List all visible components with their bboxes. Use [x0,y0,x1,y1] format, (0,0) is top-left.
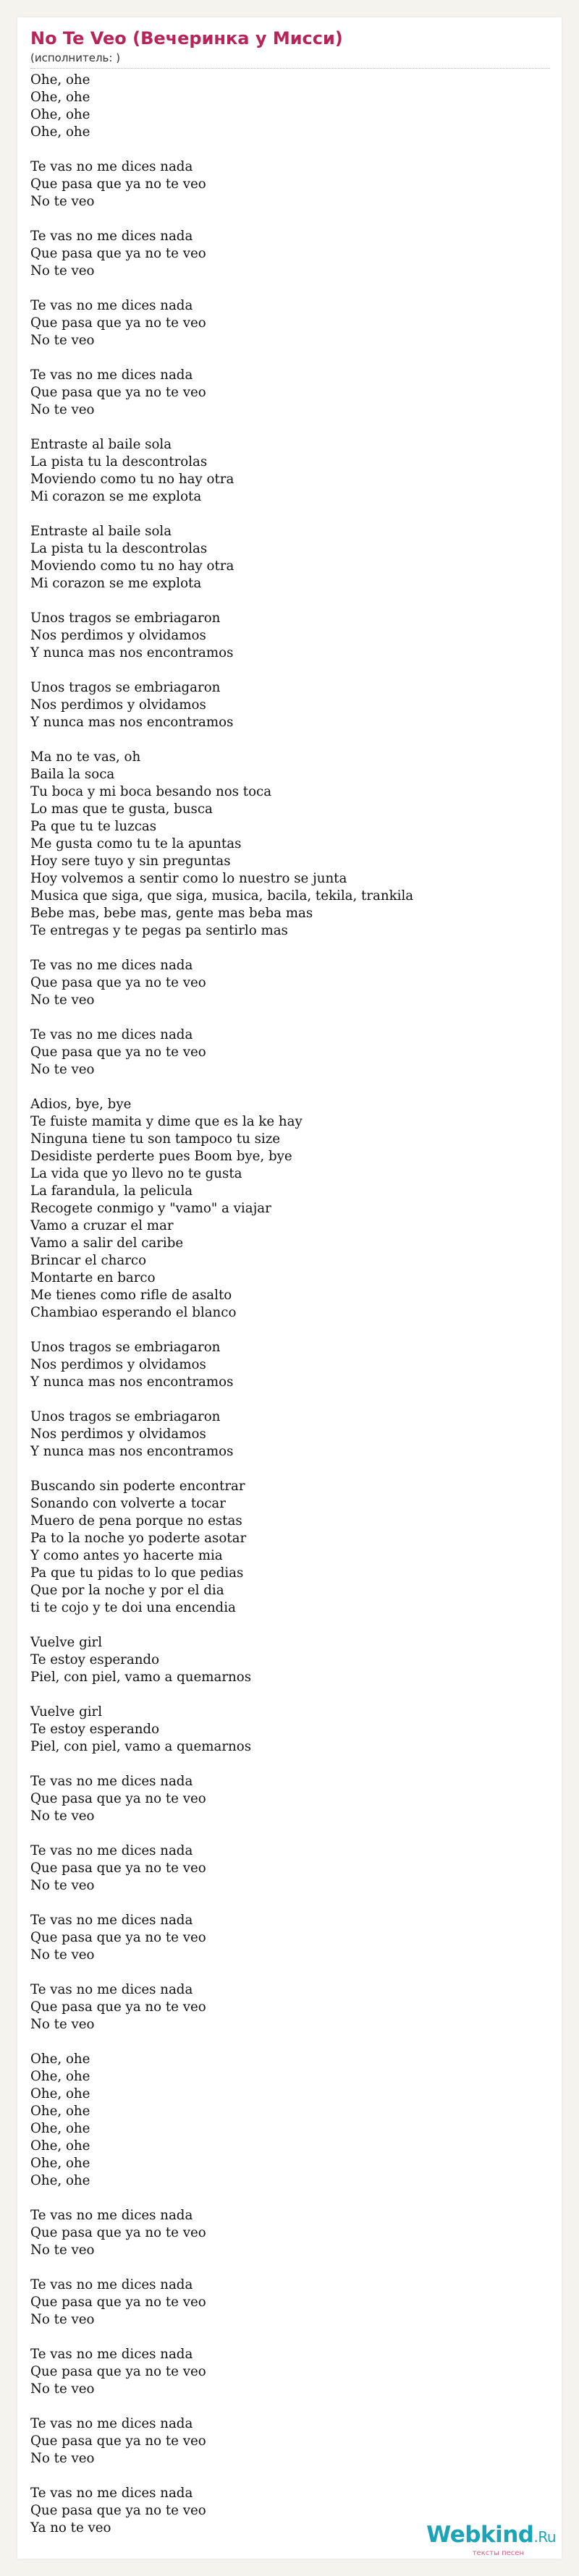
lyric-line: No te veo [30,2381,95,2397]
lyric-line: Ohe, ohe [30,2069,90,2084]
lyric-line: Te vas no me dices nada [30,2208,193,2223]
lyric-line: Pa que tu pidas to lo que pedias [30,1565,244,1581]
stanza-gap [30,1461,550,1478]
lyric-line: Te vas no me dices nada [30,1982,193,1997]
lyric-line: Y nunca mas nos encontramos [30,645,234,660]
stanza-gap [30,662,550,679]
lyric-line: Ohe, ohe [30,72,90,88]
lyric-line: Que pasa que ya no te veo [30,1791,206,1806]
lyric-line: Te vas no me dices nada [30,958,193,973]
lyric-line: Ohe, ohe [30,2052,90,2067]
lyric-line: Ninguna tiene tu son tampoco tu size [30,1131,281,1147]
stanza-gap [30,1756,550,1773]
lyric-line: Ohe, ohe [30,2173,90,2188]
lyric-line: Te vas no me dices nada [30,2277,193,2292]
lyric-line: Te vas no me dices nada [30,298,193,313]
stanza-gap [30,2398,550,2415]
lyric-line: Que pasa que ya no te veo [30,2364,206,2379]
lyric-line: Me gusta como tu te la apuntas [30,836,242,851]
lyric-line: No te veo [30,2312,95,2327]
stanza-gap [30,280,550,297]
lyric-line: Te vas no me dices nada [30,159,193,174]
lyric-line: Que pasa que ya no te veo [30,246,206,261]
lyric-line: Te vas no me dices nada [30,367,193,383]
lyric-line: No te veo [30,333,95,348]
lyric-line: Lo mas que te gusta, busca [30,802,213,817]
lyric-line: Que pasa que ya no te veo [30,2503,206,2518]
lyric-line: Moviendo como tu no hay otra [30,558,234,574]
lyric-line: Te estoy esperando [30,1652,160,1667]
lyric-line: ti te cojo y te doi una encendia [30,1600,236,1615]
artist-line: (исполнитель: ) [30,51,550,69]
lyric-line: Que pasa que ya no te veo [30,2295,206,2310]
lyric-line: Tu boca y mi boca besando nos toca [30,784,272,799]
song-header [30,27,550,69]
stanza-gap [30,2259,550,2277]
lyric-line: Nos perdimos y olvidamos [30,1357,206,1372]
lyric-line: No te veo [30,402,95,417]
stanza-gap [30,506,550,523]
lyric-line: Y como antes yo hacerte mia [30,1548,223,1563]
lyric-line: Bebe mas, bebe mas, gente mas beba mas [30,906,313,921]
stanza-gap [30,1825,550,1842]
lyric-line: Vamo a salir del caribe [30,1236,184,1251]
logo-name: Webkind [426,2522,534,2548]
lyric-line: Sonando con volverte a tocar [30,1496,226,1511]
stanza-gap [30,731,550,749]
lyric-line: Ma no te vas, oh [30,749,141,765]
lyric-line: Unos tragos se embriagaron [30,1409,221,1424]
lyric-line: Ohe, ohe [30,2156,90,2171]
lyric-line: Que pasa que ya no te veo [30,1999,206,2015]
lyric-line: Te vas no me dices nada [30,2416,193,2431]
stanza-gap [30,940,550,957]
lyric-line: La farandula, la pelicula [30,1183,193,1199]
lyric-line: No te veo [30,1878,95,1893]
stanza-gap [30,141,550,158]
lyric-line: Que pasa que ya no te veo [30,975,206,990]
lyric-line: Que pasa que ya no te veo [30,177,206,192]
lyric-line: Y nunca mas nos encontramos [30,715,234,730]
lyric-line: Te entregas y te pegas pa sentirlo mas [30,923,288,938]
lyric-line: Nos perdimos y olvidamos [30,1427,206,1442]
stanza-gap [30,349,550,367]
lyric-line: Montarte en barco [30,1270,156,1285]
lyric-line: Chambiao esperando el blanco [30,1305,237,1320]
lyric-line: Desidiste perderte pues Boom bye, bye [30,1149,292,1164]
stanza-gap [30,592,550,610]
logo-tld: .Ru [533,2528,556,2546]
lyric-line: Ohe, ohe [30,2104,90,2119]
lyric-line: Que pasa que ya no te veo [30,1861,206,1876]
lyric-line: Ohe, ohe [30,90,90,105]
site-logo[interactable] [418,2522,556,2557]
lyric-line: Te vas no me dices nada [30,1027,193,1042]
lyric-line: Piel, con piel, vamo a quemarnos [30,1670,252,1685]
lyric-line: Brincar el charco [30,1253,147,1268]
lyric-line: Entraste al baile sola [30,437,172,452]
lyric-line: Ohe, ohe [30,107,90,122]
stanza-gap [30,2033,550,2051]
lyric-line: Adios, bye, bye [30,1097,132,1112]
logo-tagline: тексты песен [472,2549,524,2557]
lyric-line: No te veo [30,992,95,1008]
lyric-line: Ohe, ohe [30,2138,90,2154]
stanza-gap [30,211,550,228]
lyric-line: La pista tu la descontrolas [30,454,208,469]
lyric-line: Unos tragos se embriagaron [30,1340,221,1355]
lyric-line: Que pasa que ya no te veo [30,2225,206,2240]
lyric-line: No te veo [30,1947,95,1963]
stanza-gap [30,1391,550,1408]
lyric-line: No te veo [30,2451,95,2466]
lyric-line: Recogete conmigo y "vamo" a viajar [30,1201,271,1216]
lyric-line: Que pasa que ya no te veo [30,1930,206,1945]
lyric-line: Ohe, ohe [30,2121,90,2136]
stanza-gap [30,1895,550,1912]
logo-wordmark [418,2522,556,2549]
stanza-gap [30,1617,550,1634]
lyric-line: Te vas no me dices nada [30,1913,193,1928]
lyric-line: Vamo a cruzar el mar [30,1218,174,1233]
lyric-line: Te estoy esperando [30,1722,160,1737]
lyric-line: Musica que siga, que siga, musica, bacila, tekila, trankila [30,888,414,904]
lyric-line: No te veo [30,2017,95,2032]
lyric-line: Nos perdimos y olvidamos [30,697,206,713]
lyric-line: No te veo [30,1808,95,1824]
lyric-line: Mi corazon se me explota [30,576,202,591]
lyric-line: Te vas no me dices nada [30,1843,193,1858]
stanza-gap [30,2329,550,2346]
lyric-line: Hoy sere tuyo y sin preguntas [30,854,231,869]
lyric-line: Te vas no me dices nada [30,2486,193,2501]
lyric-line: Unos tragos se embriagaron [30,611,221,626]
lyric-line: Te vas no me dices nada [30,229,193,244]
lyric-line: Mi corazon se me explota [30,489,202,504]
lyric-line: Vuelve girl [30,1635,103,1650]
stanza-gap [30,419,550,436]
lyric-line: No te veo [30,1062,95,1077]
lyric-line: Moviendo como tu no hay otra [30,472,234,487]
lyric-line: Que pasa que ya no te veo [30,385,206,400]
lyric-line: Y nunca mas nos encontramos [30,1444,234,1459]
stanza-gap [30,1322,550,1339]
song-title: No Te Veo (Вечеринка у Мисси) [30,28,343,48]
lyric-line: Baila la soca [30,767,115,782]
lyric-line: Que pasa que ya no te veo [30,1045,206,1060]
lyric-line: Que por la noche y por el dia [30,1583,224,1598]
lyric-line: No te veo [30,2243,95,2258]
lyric-line: Hoy volvemos a sentir como lo nuestro se junta [30,871,347,886]
lyric-line: Vuelve girl [30,1704,103,1720]
lyric-line: No te veo [30,263,95,279]
stanza-gap [30,1079,550,1096]
lyric-line: Unos tragos se embriagaron [30,680,221,695]
lyrics-page [17,17,562,2559]
lyric-line: Pa que tu te luzcas [30,819,157,834]
lyric-line: Nos perdimos y olvidamos [30,628,206,643]
stanza-gap [30,2190,550,2207]
lyric-line: Que pasa que ya no te veo [30,2433,206,2449]
lyrics-text [30,72,550,2537]
lyric-line: Pa to la noche yo poderte asotar [30,1531,247,1546]
lyric-line: Ya no te veo [30,2520,111,2535]
lyric-line: Entraste al baile sola [30,524,172,539]
lyric-line: Te fuiste mamita y dime que es la ke hay [30,1114,303,1129]
stanza-gap [30,1964,550,1981]
stanza-gap [30,1009,550,1026]
lyric-line: No te veo [30,194,95,209]
lyric-line: Y nunca mas nos encontramos [30,1374,234,1390]
lyric-line: Ohe, ohe [30,124,90,140]
lyric-line: Piel, con piel, vamo a quemarnos [30,1739,252,1754]
lyric-line: Te vas no me dices nada [30,2347,193,2362]
lyric-line: Muero de pena porque no estas [30,1513,242,1529]
stanza-gap [30,1686,550,1704]
lyric-line: Te vas no me dices nada [30,1774,193,1789]
lyric-line: Buscando sin poderte encontrar [30,1479,245,1494]
lyric-line: La pista tu la descontrolas [30,541,208,556]
lyric-line: Me tienes como rifle de asalto [30,1288,232,1303]
lyric-line: Que pasa que ya no te veo [30,315,206,331]
stanza-gap [30,2467,550,2485]
lyric-line: Ohe, ohe [30,2086,90,2101]
lyric-line: La vida que yo llevo no te gusta [30,1166,242,1181]
